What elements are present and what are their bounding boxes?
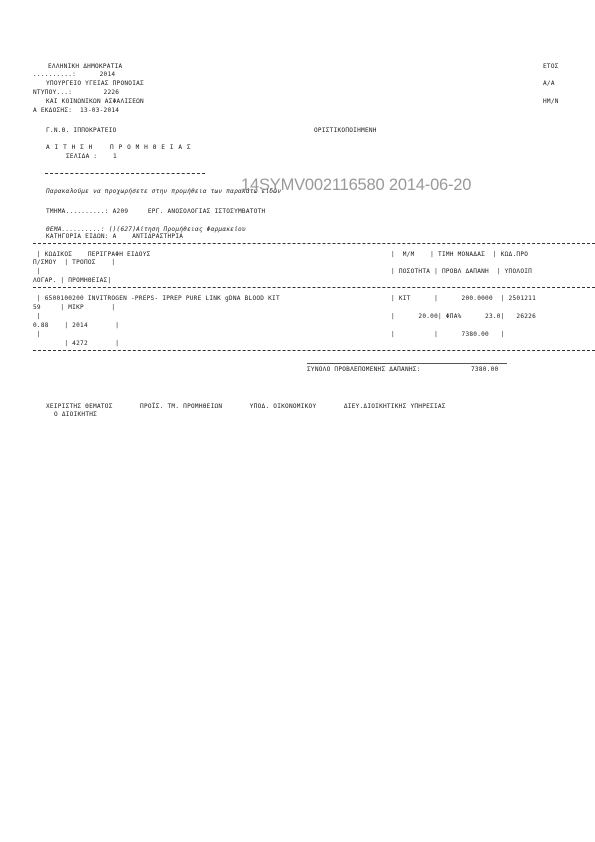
category-line: ΚΑΤΗΓΟΡΙΑ ΕΙΔΩΝ: Α ΑΝΤΙΔΡΑΣΤΗΡΙΑ (46, 233, 184, 240)
header-ministry: ΥΠΟΥΡΓΕΙΟ ΥΓΕΙΑΣ ΠΡΟΝΟΙΑΣ (46, 80, 144, 87)
header-issue-date: Α ΕΚΔΟΣΗΣ: 13-03-2014 (33, 107, 120, 114)
table-row-item-line2: 59 | ΜΙΚΡ | (33, 304, 116, 311)
table-row-item-line5: | (33, 331, 41, 338)
table-row-item-line1: | 6500100200 INVITROGEN -PREPS- IPREP PURE LINK gDNA BLOOD KIT (33, 295, 280, 302)
total-label: ΣΥΝΟΛΟ ΠΡΟΒΛΕΠΟΜΕΝΗΣ ΔΑΠΑΝΗΣ: (307, 366, 421, 373)
table-row-item-line3-right: | 20.00| ΦΠΑ% 23.0| 26226 (391, 313, 536, 320)
subject-line: ΘΕΜΑ..........: ()(627)Αίτηση Προμήθειας Φαρμακείου (46, 226, 246, 233)
total-underline (307, 363, 507, 364)
table-header-row3: | (33, 268, 41, 275)
table-bottom-rule (33, 350, 595, 351)
header-ministry-cont: ΚΑΙ ΚΟΙΝΩΝΙΚΩΝ ΑΣΦΑΛΙΣΕΩΝ (46, 98, 144, 105)
table-header-row4: ΛΟΓΑΡ. | ΠΡΟΜΗΘΕΙΑΣ| (33, 277, 112, 284)
total-value: 7380.00 (471, 366, 499, 373)
table-row-item-line3: | (33, 313, 41, 320)
table-header-row1: | ΚΩΔΙΚΟΣ ΠΕΡΙΓΡΑΦΗ ΕΙΔΟΥΣ (33, 251, 151, 258)
table-header-row3-right: | ΠΟΣΟΤΗΤΑ | ΠΡΟΒΛ ΔΑΠΑΝΗ | ΥΠΟΛΟΙΠ (391, 268, 533, 275)
request-title: Α Ι Τ Η Σ Η Π Ρ Ο Μ Η Θ Ε Ι Α Σ (46, 144, 192, 151)
table-row-item-line1-right: | KIT | 200.0000 | 2501211 (391, 295, 536, 302)
header-country: ΕΛΛΗΝΙΚΗ ΔΗΜΟΚΡΑΤΙΑ (48, 63, 123, 70)
table-header-row1-right: | Μ/Μ | ΤΙΜΗ ΜΟΝΑΔΑΣ | ΚΩΔ.ΠΡΟ (391, 251, 529, 258)
title-separator (45, 173, 205, 174)
header-year-label: ΕΤΟΣ (543, 63, 559, 70)
table-row-item-line6: | 4272 | (33, 340, 120, 347)
header-form-number: ΝΤΥΠΟΥ...: 2226 (33, 89, 120, 96)
table-row-item-line5-right: | | 7380.00 | (391, 331, 505, 338)
page-number: ΣΕΛΙΔΑ : 1 (66, 153, 117, 160)
registration-watermark: 14SYMV002116580 2014-06-20 (241, 176, 472, 194)
table-header-rule (33, 287, 595, 288)
signature-director: Ο ΔΙΟΙΚΗΤΗΣ (54, 411, 98, 418)
header-date-label: ΗΜ/Ν (543, 98, 559, 105)
header-aa-label: Α/Α (543, 80, 555, 87)
header-year-value: ..........: 2014 (33, 71, 116, 78)
signature-roles: ΧΕΙΡΙΣΤΗΣ ΘΕΜΑΤΟΣ ΠΡΟΪΣ. ΤΜ. ΠΡΟΜΗΘΕΙΩΝ ΥΠΟΔ. ΟΙΚΟΝΟΜΙΚΟΥ ΔΙΕΥ.ΔΙΟΙΚΗΤΙΚΗΣ ΥΠΗΡΕΣΙΑΣ (46, 403, 446, 410)
table-header-row2: Π/ΣΜΟΥ | ΤΡΟΠΟΣ | (33, 259, 116, 266)
table-row-item-line4: 0.88 | 2014 | (33, 322, 120, 329)
hospital-name: Γ.Ν.Θ. ΙΠΠΟΚΡΑΤΕΙΟ (46, 127, 117, 134)
table-top-rule (33, 243, 595, 244)
intro-text: Παρακαλούμε να προχωρήσετε στην προμήθεια των παρακάτω ειδών (46, 188, 282, 195)
status-label: ΟΡΙΣΤΙΚΟΠΟΙΗΜΕΝΗ (314, 127, 377, 134)
department-line: ΤΜΗΜΑ..........: Α209 ΕΡΓ. ΑΝΟΣΟΛΟΓΙΑΣ ΙΣΤΟΣΥΜΒΑΤΟΤΗ (46, 208, 266, 215)
